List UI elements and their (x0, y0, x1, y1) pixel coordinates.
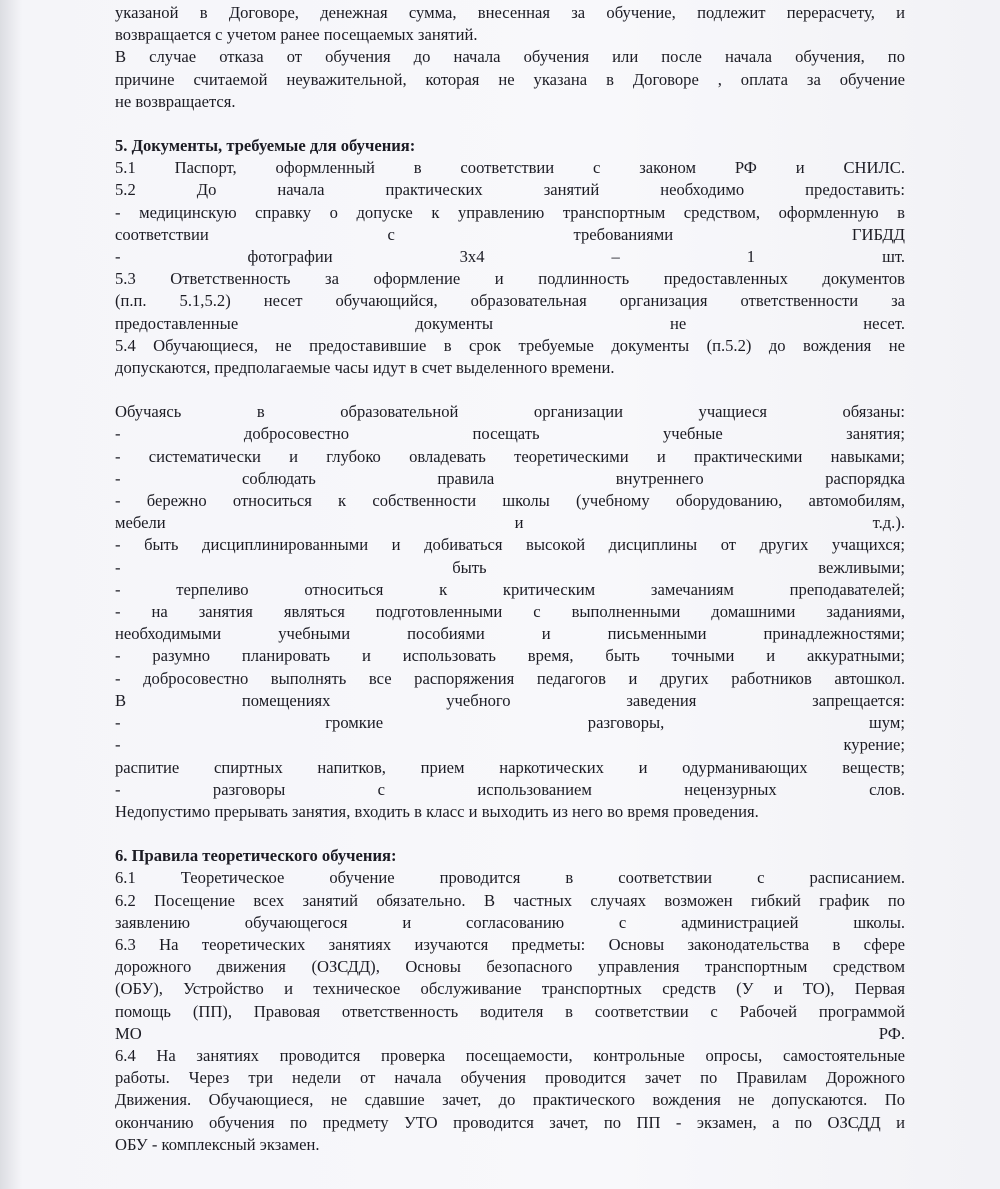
text-line: - терпеливо относиться к критическим замечаниям преподавателей; (115, 579, 905, 599)
text-line: 6.4 На занятиях проводится проверка посещаемости, контрольные опросы, самостоятельные (115, 1045, 905, 1065)
text-line: помощь (ПП), Правовая ответственность водителя в соответствии с Рабочей программой (115, 1001, 905, 1021)
text-line: возвращается с учетом ранее посещаемых занятий. (115, 25, 478, 45)
text-line: 5.1 Паспорт, оформленный в соответствии с законом РФ и СНИЛС. (115, 158, 905, 178)
text-line: 5.3 Ответственность за оформление и подлинность предоставленных документов (115, 269, 905, 289)
text-line: ОБУ - комплексный экзамен. (115, 1134, 320, 1154)
text-line: заявлению обучающегося и согласованию с администрацией школы. (115, 912, 905, 932)
text-line: Движения. Обучающиеся, не сдавшие зачет, до практического вождения не допускаются. По (115, 1090, 905, 1110)
text-line: 6.2 Посещение всех занятий обязательно. В частных случаях возможен гибкий график по (115, 890, 905, 910)
text-line: - громкие разговоры, шум; (115, 713, 905, 733)
text-line: 5.4 Обучающиеся, не предоставившие в срок требуемые документы (п.5.2) до вождения не (115, 335, 905, 355)
text-line: мебели и т.д.). (115, 513, 905, 533)
text-line: причине считаемой неуважительной, которая не указана в Договоре , оплата за обучение (115, 69, 905, 89)
text-line: - на занятия являться подготовленными с выполненными домашними заданиями, (115, 602, 905, 622)
text-line: указаной в Договоре, денежная сумма, внесенная за обучение, подлежит перерасчету, и (115, 3, 905, 22)
text-line: - бережно относиться к собственности школы (учебному оборудованию, автомобилям, (115, 491, 905, 511)
text-line: 5.2 До начала практических занятий необходимо предоставить: (115, 180, 905, 200)
text-line: - систематически и глубоко овладевать теоретическими и практическими навыками; (115, 446, 905, 466)
text-line: распитие спиртных напитков, прием наркотических и одурманивающих веществ; (115, 757, 905, 777)
text-line: - быть дисциплинированными и добиваться высокой дисциплины от других учащихся; (115, 535, 905, 555)
text-line: (ОБУ), Устройство и техническое обслуживание транспортных средств (У и ТО), Первая (115, 979, 905, 999)
text-line: - соблюдать правила внутреннего распорядка (115, 468, 905, 488)
text-line: В помещениях учебного заведения запрещается: (115, 690, 905, 710)
text-line: дорожного движения (ОЗСДД), Основы безопасного управления транспортным средством (115, 957, 905, 977)
text-line: (п.п. 5.1,5.2) несет обучающийся, образовательная организация ответственности за (115, 291, 905, 311)
text-line: - добросовестно выполнять все распоряжения педагогов и других работников автошкол. (115, 668, 905, 688)
text-line: 6.1 Теоретическое обучение проводится в соответствии с расписанием. (115, 868, 905, 888)
text-line: Недопустимо прерывать занятия, входить в класс и выходить из него во время проведения. (115, 801, 759, 821)
text-line: допускаются, предполагаемые часы идут в счет выделенного времени. (115, 358, 615, 378)
text-line: - медицинскую справку о допуске к управлению транспортным средством, оформленную в (115, 202, 905, 222)
text-line: В случае отказа от обучения до начала обучения или после начала обучения, по (115, 47, 905, 67)
paragraph-gap (115, 823, 905, 845)
text-line: - добросовестно посещать учебные занятия; (115, 424, 905, 444)
document-body (115, 2, 905, 1156)
text-line: - разумно планировать и использовать время, быть точными и аккуратными; (115, 646, 905, 666)
text-line: соответствии с требованиями ГИБДД (115, 224, 905, 244)
section-heading: 5. Документы, требуемые для обучения: (115, 136, 416, 156)
paragraph-gap (115, 379, 905, 401)
text-line: окончанию обучения по предмету УТО проводится зачет, по ПП - экзамен, а по ОЗСДД и (115, 1112, 905, 1132)
text-line: - быть вежливыми; (115, 557, 905, 577)
text-line: работы. Через три недели от начала обучения проводится зачет по Правилам Дорожного (115, 1068, 905, 1088)
text-line: не возвращается. (115, 91, 236, 111)
paragraph-gap (115, 113, 905, 135)
text-line: Обучаясь в образовательной организации учащиеся обязаны: (115, 402, 905, 422)
text-line: предоставленные документы не несет. (115, 313, 905, 333)
text-line: 6.3 На теоретических занятиях изучаются предметы: Основы законодательства в сфере (115, 934, 905, 954)
text-line: необходимыми учебными пособиями и письменными принадлежностями; (115, 624, 905, 644)
text-line: - разговоры с использованием нецензурных слов. (115, 779, 905, 799)
text-line: - курение; (115, 735, 905, 755)
section-heading: 6. Правила теоретического обучения: (115, 846, 397, 866)
text-line: МО РФ. (115, 1023, 905, 1043)
text-line: - фотографии 3х4 – 1 шт. (115, 247, 905, 267)
